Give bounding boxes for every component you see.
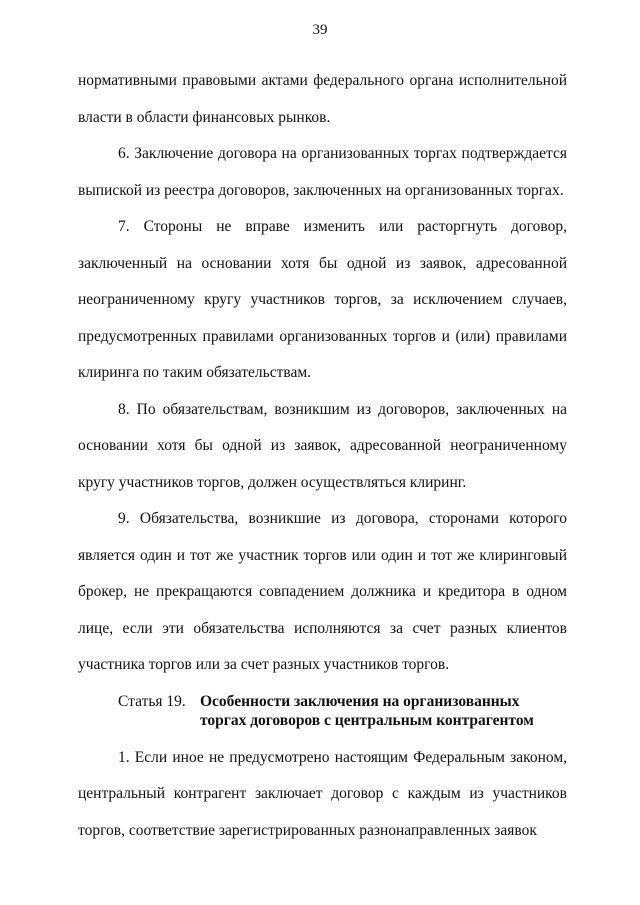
page-number: 39 [312,22,328,38]
paragraph-item-9: 9. Обязательства, возникшие из договора, сторонами которого является один и тот же участник торгов или один и тот же клиринговый брокер, не прекращаются совпадением должника и кредитора в одном лице, если эти обязательства исполняются за счет разных клиентов участника торгов или за счет разных участников торгов. [78,510,567,673]
paragraph-item-7: 7. Стороны не вправе изменить или расторгнуть договор, заключенный на основании хотя бы одной из заявок, адресованной неограниченному кругу участников торгов, за исключением случаев, предусмотренных правилами организованных торгов и (или) правилами клиринга по таким обязательствам. [78,218,567,381]
paragraph-continuation: нормативными правовыми актами федерального органа исполнительной власти в области финансовых рынков. [78,72,567,126]
article-label: Статья 19. [118,692,186,710]
article-heading [78,684,567,740]
article-paragraph-1: 1. Если иное не предусмотрено настоящим Федеральным законом, центральный контрагент заключает договор с каждым из участников торгов, соответствие зарегистрированных разнонаправленных заявок [78,748,567,839]
paragraph-item-8: 8. По обязательствам, возникшим из договоров, заключенных на основании хотя бы одной из заявок, адресованной неограниченному кругу участников торгов, должен осуществляться клиринг. [78,400,567,491]
document-body [78,63,567,849]
article-title: Особенности заключения на организованных торгах договоров с центральным контрагентом [200,692,534,729]
paragraph-item-6: 6. Заключение договора на организованных торгах подтверждается выпиской из реестра договоров, заключенных на организованных торгах. [78,145,567,199]
